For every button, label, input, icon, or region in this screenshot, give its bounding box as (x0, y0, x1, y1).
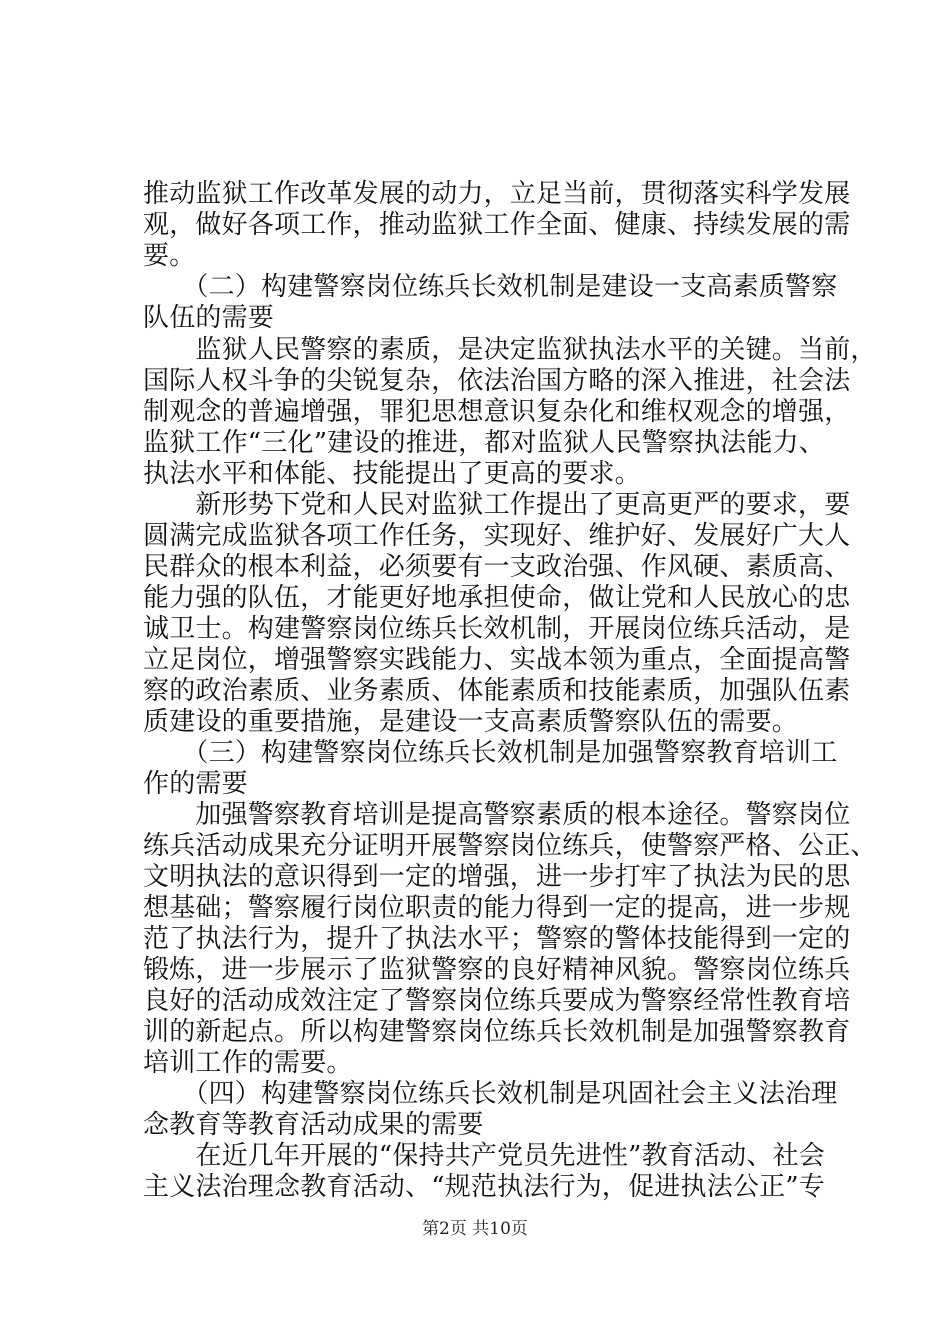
text-line: 圆满完成监狱各项工作任务，实现好、维护好、发展好广大人 (143, 521, 851, 551)
text-line: 培训工作的需要。 (143, 1048, 353, 1078)
text-line: 能力强的队伍，才能更好地承担使命，做让党和人民放心的忠 (143, 583, 851, 613)
text-line: 监狱工作“三化”建设的推进，都对监狱人民警察执法能力、 (143, 428, 825, 458)
text-line: 推动监狱工作改革发展的动力，立足当前，贯彻落实科学发展 (143, 179, 851, 209)
section-heading: 队伍的需要 (143, 303, 275, 333)
text-line: 要。 (143, 241, 196, 271)
text-line: 想基础；警察履行岗位职责的能力得到一定的提高，进一步规 (143, 893, 851, 923)
text-line: 观，做好各项工作，推动监狱工作全面、健康、持续发展的需 (143, 210, 851, 240)
text-line: 质建设的重要措施，是建设一支高素质警察队伍的需要。 (143, 707, 799, 737)
text-line: 制观念的普遍增强，罪犯思想意识复杂化和维权观念的增强， (143, 397, 851, 427)
text-line: 加强警察教育培训是提高警察素质的根本途径。警察岗位 (143, 800, 851, 830)
section-heading: 作的需要 (143, 769, 248, 799)
text-line: 范了执法行为，提升了执法水平；警察的警体技能得到一定的 (143, 924, 851, 954)
text-line: 主义法治理念教育活动、“规范执法行为，促进执法公正”专 (143, 1172, 825, 1202)
section-heading: 念教育等教育活动成果的需要 (143, 1110, 484, 1140)
text-line: 民群众的根本利益，必须要有一支政治强、作风硬、素质高、 (143, 552, 851, 582)
text-line: 国际人权斗争的尖锐复杂，依法治国方略的深入推进，社会法 (143, 366, 851, 396)
text-line: 立足岗位，增强警察实践能力、实战本领为重点，全面提高警 (143, 645, 851, 675)
text-line: 执法水平和体能、技能提出了更高的要求。 (143, 459, 641, 489)
text-line: 监狱人民警察的素质，是决定监狱执法水平的关键。当前， (143, 335, 877, 365)
text-line: 新形势下党和人民对监狱工作提出了更高更严的要求，要 (143, 490, 851, 520)
text-line: 察的政治素质、业务素质、体能素质和技能素质，加强队伍素 (143, 676, 851, 706)
text-line: 文明执法的意识得到一定的增强，进一步打牢了执法为民的思 (143, 862, 851, 892)
text-line: 练兵活动成果充分证明开展警察岗位练兵，使警察严格、公正、 (143, 831, 877, 861)
text-line: 诚卫士。构建警察岗位练兵长效机制，开展岗位练兵活动，是 (143, 614, 851, 644)
text-line: 锻炼，进一步展示了监狱警察的良好精神风貌。警察岗位练兵 (143, 955, 851, 985)
section-heading: （四）构建警察岗位练兵长效机制是巩固社会主义法治理 (143, 1079, 838, 1109)
section-heading: （三）构建警察岗位练兵长效机制是加强警察教育培训工 (143, 738, 838, 768)
text-line: 在近几年开展的“保持共产党员先进性”教育活动、社会 (143, 1141, 825, 1171)
section-heading: （二）构建警察岗位练兵长效机制是建设一支高素质警察 (143, 272, 838, 302)
text-line: 良好的活动成效注定了警察岗位练兵要成为警察经常性教育培 (143, 986, 851, 1016)
text-line: 训的新起点。所以构建警察岗位练兵长效机制是加强警察教育 (143, 1017, 851, 1047)
page-number-footer: 第2页 共10页 (422, 1219, 528, 1239)
